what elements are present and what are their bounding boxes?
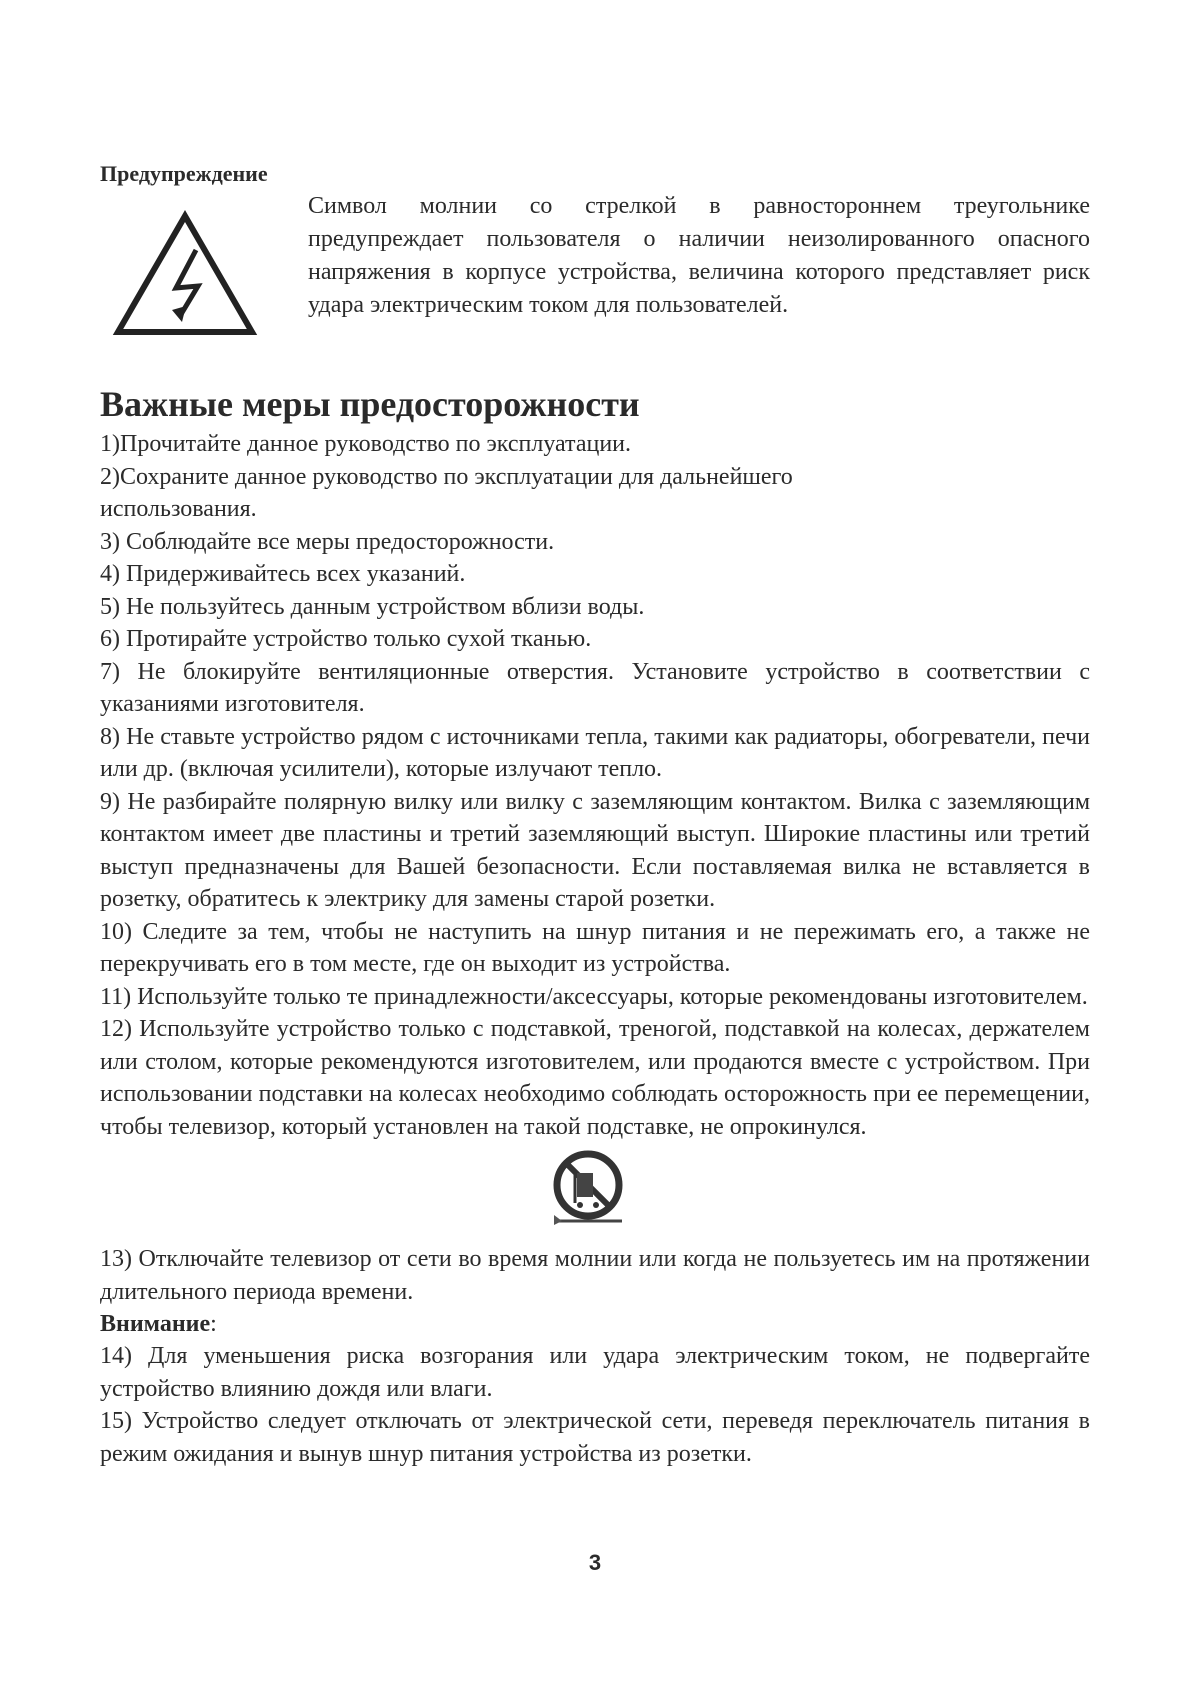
precaution-item-7: 7) Не блокируйте вентиляционные отверстия. Установите устройство в соответствии с указаниями изготовителя. (100, 658, 1090, 717)
warning-title: Предупреждение (100, 161, 268, 186)
precaution-item-5: 5) Не пользуйтесь данным устройством вблизи воды. (100, 593, 645, 620)
precaution-item-4: 4) Придерживайтесь всех указаний. (100, 561, 466, 587)
precaution-item-10: 10) Следите за тем, чтобы не наступить на шнур питания и не пережимать его, а также не перекручивать его в том месте, где он выходит из устройства. (100, 918, 1090, 977)
precaution-item-8: 8) Не ставьте устройство рядом с источниками тепла, такими как радиаторы, обогреватели, печи или др. (включая усилители), которые излучают тепло. (100, 723, 1090, 782)
attention-colon: : (210, 1311, 217, 1337)
precaution-item-14: 14) Для уменьшения риска возгорания или удара электрическим током, не подвергайте устройство влиянию дождя или влаги. (100, 1343, 1090, 1402)
lightning-triangle-icon (112, 210, 258, 338)
section-heading: Важные меры предосторожности (100, 384, 640, 424)
warning-block (100, 188, 1090, 382)
cart-tip-over-warning-icon (550, 1149, 630, 1229)
attention-line (100, 1308, 1090, 1340)
precaution-item-1: 1)Прочитайте данное руководство по эксплуатации. (100, 431, 632, 457)
warning-text: Символ молнии со стрелкой в равностороннем треугольнике предупреждает пользователя о наличии неизолированного опасного напряжения в корпусе устройства, величина которого представляет риск удара электрическим током для пользователей. (308, 193, 1090, 318)
precaution-item-6: 6) Протирайте устройство только сухой тканью. (100, 626, 592, 652)
precaution-item-15: 15) Устройство следует отключать от электрической сети, переведя переключатель питания в режим ожидания и вынув шнур питания устройства из розетки. (100, 1408, 1090, 1467)
precaution-item-9: 9) Не разбирайте полярную вилку или вилку с заземляющим контактом. Вилка с заземляющим контактом имеет две пластины и третий заземляющий выступ. Широкие пластины или третий выступ предназначены для Вашей безопасности. Если поставляемая вилка не вставляется в розетку, обратитесь к электрику для замены старой розетки. (100, 788, 1090, 912)
precaution-item-12: 12) Используйте устройство только с подставкой, треногой, подставкой на колесах, держателем или столом, которые рекомендуются изготовителем, или продаются вместе с устройством. При использовании подставки на колесах необходимо соблюдать осторожность при ее перемещении, чтобы телевизор, который установлен на такой подставке, не опрокинулся. (100, 1016, 1090, 1140)
attention-label: Внимание (100, 1311, 211, 1337)
precaution-item-3: 3) Соблюдайте все меры предосторожности. (100, 528, 555, 555)
precaution-item-2: 2)Сохраните данное руководство по эксплуатации для дальнейшего использования. (100, 463, 793, 522)
page-number: 3 (588, 1550, 602, 1575)
cart-icon-area (100, 1143, 1090, 1243)
precaution-item-11: 11) Используйте только те принадлежности/аксессуары, которые рекомендованы изготовителем. (100, 983, 1088, 1010)
manual-page (100, 160, 1090, 1470)
precaution-item-13: 13) Отключайте телевизор от сети во время молнии или когда не пользуетесь им на протяжении длительного периода времени. (100, 1246, 1090, 1305)
precautions-list (100, 428, 1090, 1143)
